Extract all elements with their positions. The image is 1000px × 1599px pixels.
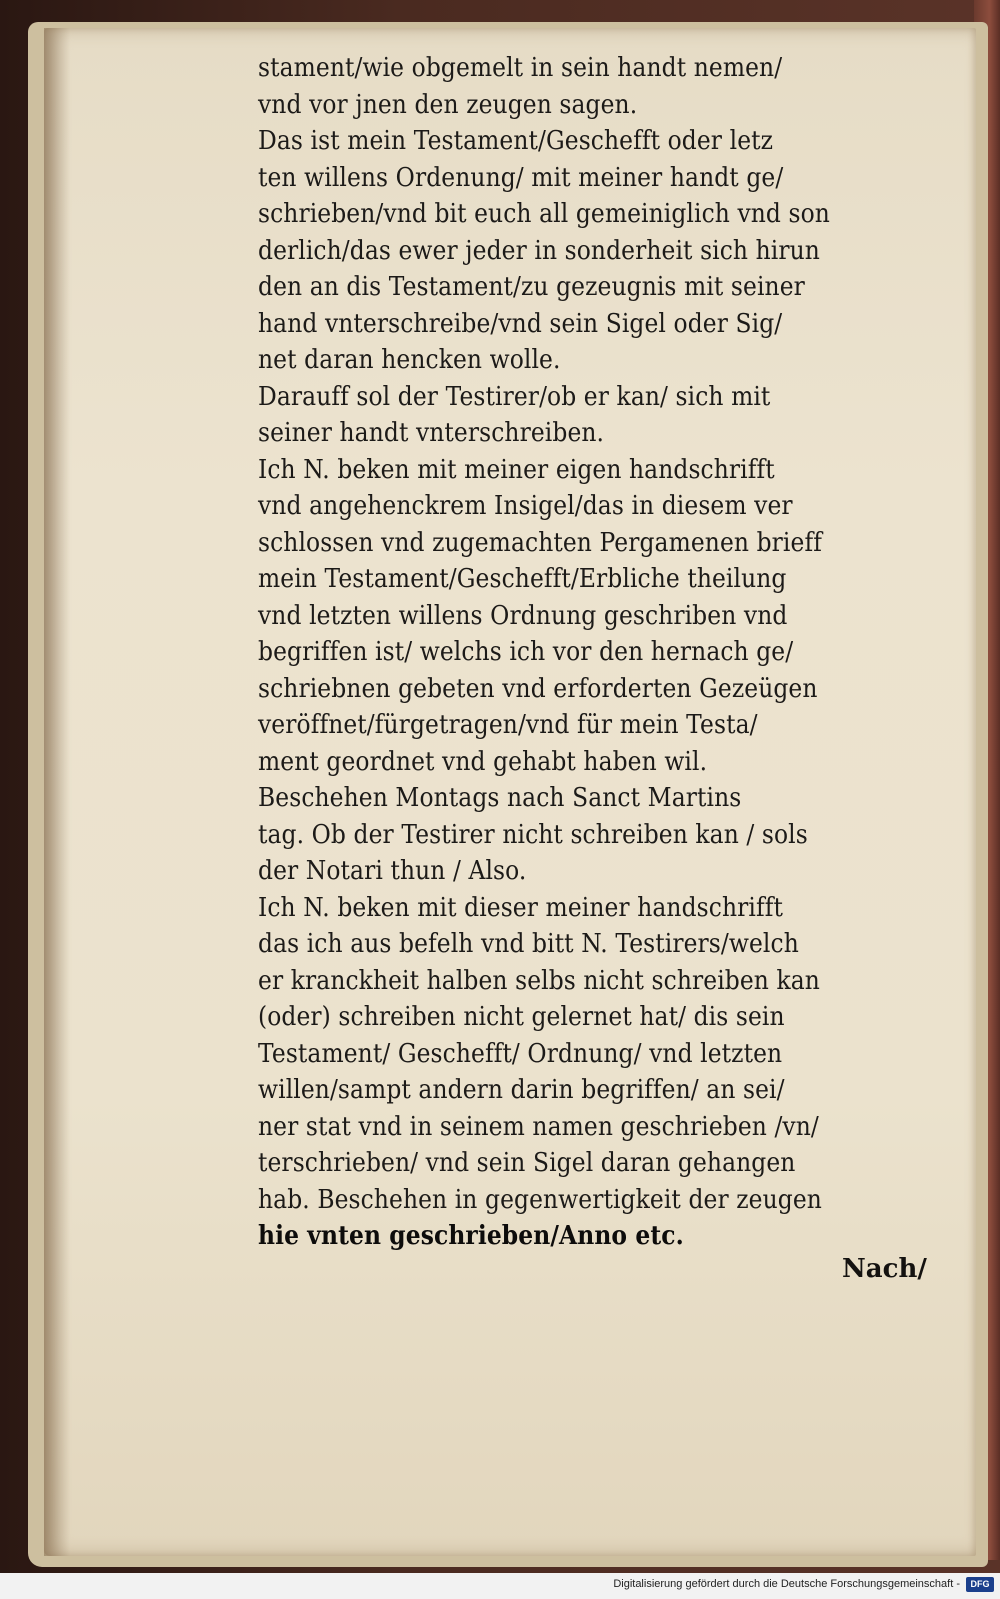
text-line: willen/sampt andern darin begriffen/ an sei/ — [258, 1075, 785, 1105]
text-line: vnd angehenckrem Insigel/das in diesem ver — [258, 491, 793, 521]
footer-credit: Digitalisierung gefördert durch die Deutsche Forschungsgemeinschaft - — [613, 1578, 960, 1590]
text-line: Beschehen Montags nach Sanct Martins — [258, 783, 742, 813]
text-line: Testament/ Geschefft/ Ordnung/ vnd letzten — [258, 1038, 783, 1069]
text-line: schrieben/vnd bit euch all gemeiniglich vnd son — [258, 199, 830, 229]
text-line: ten willens Ordenung/ mit meiner handt ge/ — [258, 162, 784, 193]
catchword: Nach/ — [842, 1254, 927, 1284]
text-line: (oder) schreiben nicht gelernet hat/ dis sein — [258, 1002, 785, 1032]
text-line: Das ist mein Testament/Geschefft oder letz — [258, 126, 774, 156]
text-line: stament/wie obgemelt in sein handt nemen/ — [258, 53, 783, 83]
text-line: schlossen vnd zugemachten Pergamenen brieff — [258, 527, 822, 558]
text-line: mein Testament/Geschefft/Erbliche theilung — [258, 564, 787, 594]
text-line: seiner handt vnterschreiben. — [258, 418, 605, 448]
text-line: schriebnen gebeten vnd erforderten Gezeügen — [258, 673, 818, 704]
dfg-logo: DFG — [966, 1577, 994, 1592]
text-line: ment geordnet vnd gehabt haben wil. — [258, 746, 708, 777]
text-line: hab. Beschehen in gegenwertigkeit der zeugen — [258, 1184, 822, 1215]
text-line: veröffnet/fürgetragen/vnd für mein Testa/ — [258, 710, 758, 740]
text-line: Ich N. beken mit meiner eigen handschrifft — [258, 454, 775, 485]
text-line: derlich/das ewer jeder in sonderheit sich hirun — [258, 235, 820, 266]
gutter-shadow — [44, 28, 70, 1556]
text-line: hie vnten geschrieben/Anno etc. — [258, 1221, 684, 1251]
text-line: ner stat vnd in seinem namen geschrieben /vn/ — [258, 1111, 819, 1142]
text-line: das ich aus befelh vnd bitt N. Testirers/welch — [258, 929, 799, 959]
text-line: vnd letzten willens Ordnung geschriben vnd — [258, 600, 788, 631]
text-line: tag. Ob der Testirer nicht schreiben kan / sols — [258, 819, 808, 850]
text-line: hand vnterschreibe/vnd sein Sigel oder Sig/ — [258, 308, 783, 339]
text-line: der Notari thun / Also. — [258, 856, 527, 886]
text-line: den an dis Testament/zu gezeugnis mit seiner — [258, 272, 805, 302]
text-line: er kranckheit halben selbs nicht schreiben kan — [258, 965, 820, 996]
text-line: terschrieben/ vnd sein Sigel daran gehangen — [258, 1148, 796, 1178]
text-line: begriffen ist/ welchs ich vor den hernach ge/ — [258, 637, 794, 667]
text-line: net daran hencken wolle. — [258, 345, 561, 375]
text-line: Ich N. beken mit dieser meiner handschrifft — [258, 892, 783, 923]
text-line: Darauff sol der Testirer/ob er kan/ sich mit — [258, 381, 771, 412]
text-line: vnd vor jnen den zeugen sagen. — [258, 89, 638, 120]
page-text — [258, 50, 948, 1255]
